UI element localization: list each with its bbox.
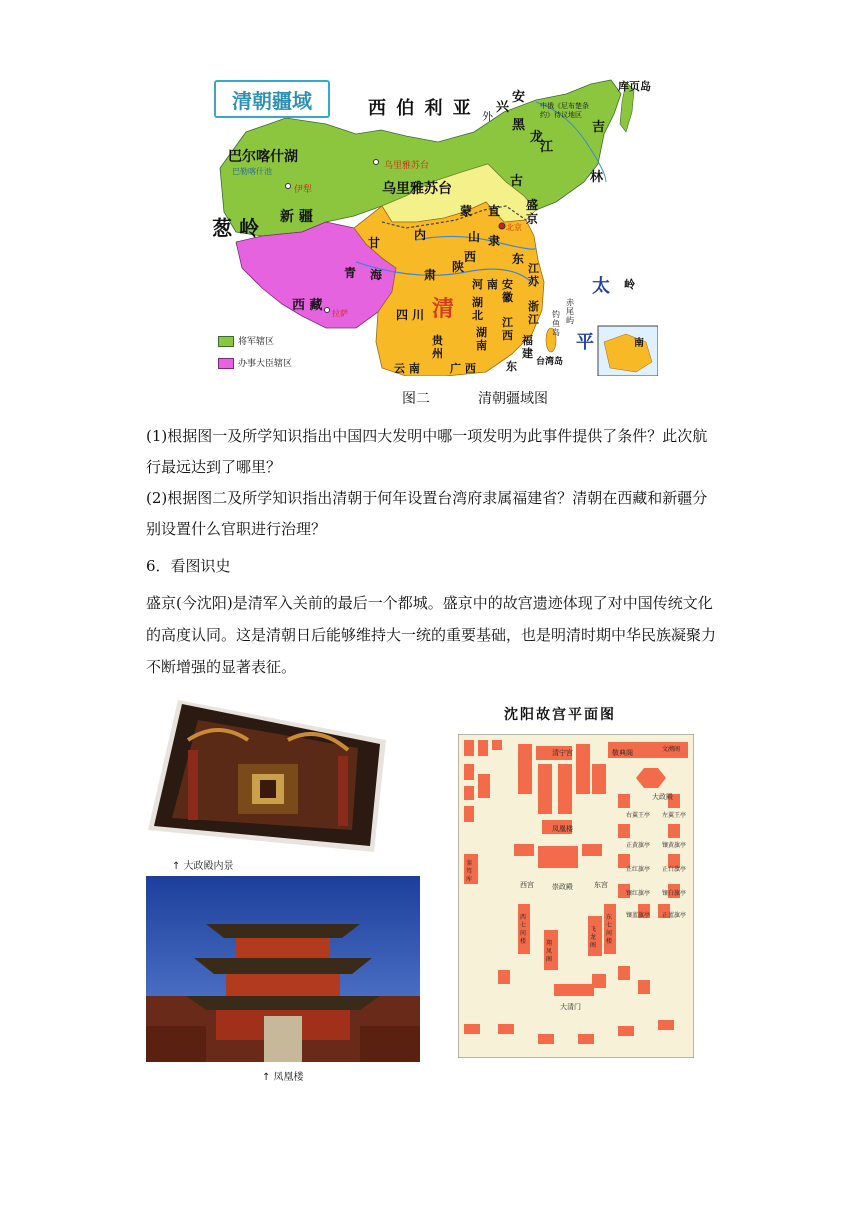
label-an: 安 xyxy=(512,90,526,105)
plan-label-dazheng: 大政殿 xyxy=(652,793,673,801)
label-ji: 吉 xyxy=(592,120,606,135)
plan-label-feilong: 飞龙阁 xyxy=(590,926,597,949)
label-hei: 黑 xyxy=(512,118,526,133)
label-yunnan: 云 南 xyxy=(394,362,420,375)
label-balkhash2: 巴勒喀什池 xyxy=(232,167,272,176)
question-2 xyxy=(146,483,726,545)
label-nei: 内 xyxy=(414,228,427,242)
label-guangxi: 广 西 xyxy=(450,362,476,375)
plan-label-daqingmen: 大清门 xyxy=(560,1003,581,1011)
question-2-line-1: (2)根据图二及所学知识指出清朝于何年设置台湾府隶属福建省？清朝在西藏和新疆分 xyxy=(146,489,708,507)
label-zhejiang: 浙 江 xyxy=(528,300,539,326)
question-1-line-1: (1)根据图一及所学知识指出中国四大发明中哪一项发明为此事件提供了条件？此次航 xyxy=(146,427,708,445)
label-congling: 葱 岭 xyxy=(212,216,259,240)
label-hubei: 湖 北 xyxy=(472,296,483,322)
label-long: 龙 xyxy=(530,130,544,145)
label-chiwei: 赤尾屿 xyxy=(566,298,574,325)
label-ping: 平 xyxy=(576,332,594,353)
label-qing: 清 xyxy=(432,297,455,322)
label-taiwan: 台湾岛 xyxy=(536,357,564,367)
plan-label-zhenglan: 正蓝旗亭 xyxy=(662,912,687,919)
figure-number: 图二 xyxy=(402,391,430,407)
label-fujian: 福 建 xyxy=(522,334,533,360)
label-yili: 伊犁 xyxy=(294,185,313,195)
label-gu: 古 xyxy=(510,174,524,189)
question-1 xyxy=(146,421,726,483)
label-ling2: 岭 xyxy=(624,278,635,291)
plan-label-dongge: 东宫 xyxy=(594,881,608,889)
plan-label-xianghuang: 镶黄旗亭 xyxy=(662,842,687,849)
plan-label-xianghong: 镶红旗亭 xyxy=(626,890,651,897)
label-qinghai-hai: 海 xyxy=(370,268,383,282)
label-guangdong: 东 xyxy=(506,360,517,373)
label-xi: 西 xyxy=(464,250,477,264)
phoenix-tower-caption: ↑ 凤凰楼 xyxy=(262,1072,304,1083)
label-jiang: 江 xyxy=(540,140,554,155)
plan-label-zhenghong: 正红旗亭 xyxy=(626,866,651,873)
plan-label-xiangfeng: 翔凤阁 xyxy=(546,940,553,963)
label-xizang: 西 藏 xyxy=(292,298,323,313)
plan-label-youyi: 右翼王亭 xyxy=(626,812,651,819)
label-meng: 蒙 xyxy=(460,204,473,218)
label-sichuan: 四 川 xyxy=(396,308,425,322)
plan-label-xiangbai: 镶白旗亭 xyxy=(662,890,687,897)
label-su: 肃 xyxy=(424,268,437,282)
plan-label-dongqi: 东七间楼 xyxy=(606,914,613,945)
qing-territory-map xyxy=(206,72,658,376)
label-anhui: 安 徽 xyxy=(502,278,513,304)
question-2-line-2: 别设置什么官职进行治理？ xyxy=(146,520,327,538)
plan-title: 沈阳故宫平面图 xyxy=(504,707,616,723)
label-li: 隶 xyxy=(488,234,501,248)
label-wuli-city: 乌里雅苏台 xyxy=(384,161,430,171)
shenyang-palace-plan xyxy=(456,700,696,1060)
map-title: 清朝疆域 xyxy=(214,80,330,118)
legend-swatch-amban xyxy=(218,358,234,369)
figure-title: 清朝疆域图 xyxy=(478,391,548,407)
label-balkhash: 巴尔喀什湖 xyxy=(228,149,298,165)
label-zhi: 直 xyxy=(488,204,501,218)
plan-label-xige: 西宫 xyxy=(520,881,534,889)
plan-label-fenghuang: 凤凰楼 xyxy=(552,825,573,833)
label-tai: 太 xyxy=(592,276,610,297)
plan-label-xianglan: 镶蓝旗亭 xyxy=(626,912,651,919)
dazheng-hall-caption: ↑ 大政殿内景 xyxy=(172,861,234,872)
label-lin: 林 xyxy=(590,170,604,185)
label-kuye: 库页岛 xyxy=(618,80,651,93)
label-xing: 兴 xyxy=(496,100,510,115)
label-hunan: 湖 南 xyxy=(476,326,487,352)
label-shan-xi: 陕 xyxy=(452,260,465,274)
label-nerchinsk-note: 中俄《尼布楚条约》待议地区 xyxy=(540,102,589,119)
label-siberia: 西 伯 利 亚 xyxy=(368,98,473,119)
label-guizhou: 贵 州 xyxy=(432,334,443,360)
plan-label-luan: 銮驾库 xyxy=(466,860,473,883)
legend-swatch-general xyxy=(218,336,234,347)
label-diaoyu: 钓鱼岛 xyxy=(552,310,560,337)
plan-label-wensu: 文溯阁 xyxy=(662,746,681,753)
label-shengjing: 盛京 xyxy=(526,198,539,226)
label-wuli: 乌里雅苏台 xyxy=(382,181,452,197)
label-qinghai-qing: 青 xyxy=(344,266,357,280)
plan-label-zhengbai: 正白旗亭 xyxy=(662,866,687,873)
phoenix-tower-photo xyxy=(146,876,420,1062)
label-jiangxi: 江 西 xyxy=(502,316,513,342)
plan-label-chongzheng: 崇政殿 xyxy=(552,883,573,891)
dazheng-hall-interior-photo xyxy=(148,700,386,852)
label-beijing: 北京 xyxy=(506,223,522,232)
plan-label-jingdian: 敬典阁 xyxy=(612,749,633,757)
label-henan: 河 南 xyxy=(472,278,498,291)
section-6-heading: 6．看图识史 xyxy=(146,557,231,575)
section-6-line-1: 盛京(今沈阳)是清军入关前的最后一个都城。盛京中的故宫遗迹体现了对中国传统文化 xyxy=(146,594,713,612)
label-dong: 东 xyxy=(512,252,525,266)
legend-amban: 办事大臣辖区 xyxy=(238,359,293,369)
plan-label-xiqi: 西七间楼 xyxy=(520,914,527,945)
label-gan: 甘 xyxy=(368,236,381,250)
label-lhasa: 拉萨 xyxy=(332,309,348,318)
plan-label-qingning: 清宁宫 xyxy=(552,749,573,757)
question-1-line-2: 行最远达到了哪里？ xyxy=(146,458,282,476)
section-6-line-3: 不断增强的显著表征。 xyxy=(146,658,297,676)
label-jiangsu: 江 苏 xyxy=(528,262,539,288)
legend-general: 将军辖区 xyxy=(238,337,275,347)
plan-label-zhenghuang: 正黄旗亭 xyxy=(626,842,651,849)
figure-caption xyxy=(402,388,596,408)
section-6-paragraph xyxy=(146,587,726,683)
label-shan: 山 xyxy=(468,230,481,244)
label-nan: 南 xyxy=(634,338,644,349)
label-wai: 外 xyxy=(482,110,493,123)
section-6-line-2: 的高度认同。这是清朝日后能够维持大一统的重要基础，也是明清时期中华民族凝聚力 xyxy=(146,626,717,644)
plan-label-zuoyi: 左翼王亭 xyxy=(662,812,687,819)
label-xinjiang: 新 疆 xyxy=(280,209,313,225)
